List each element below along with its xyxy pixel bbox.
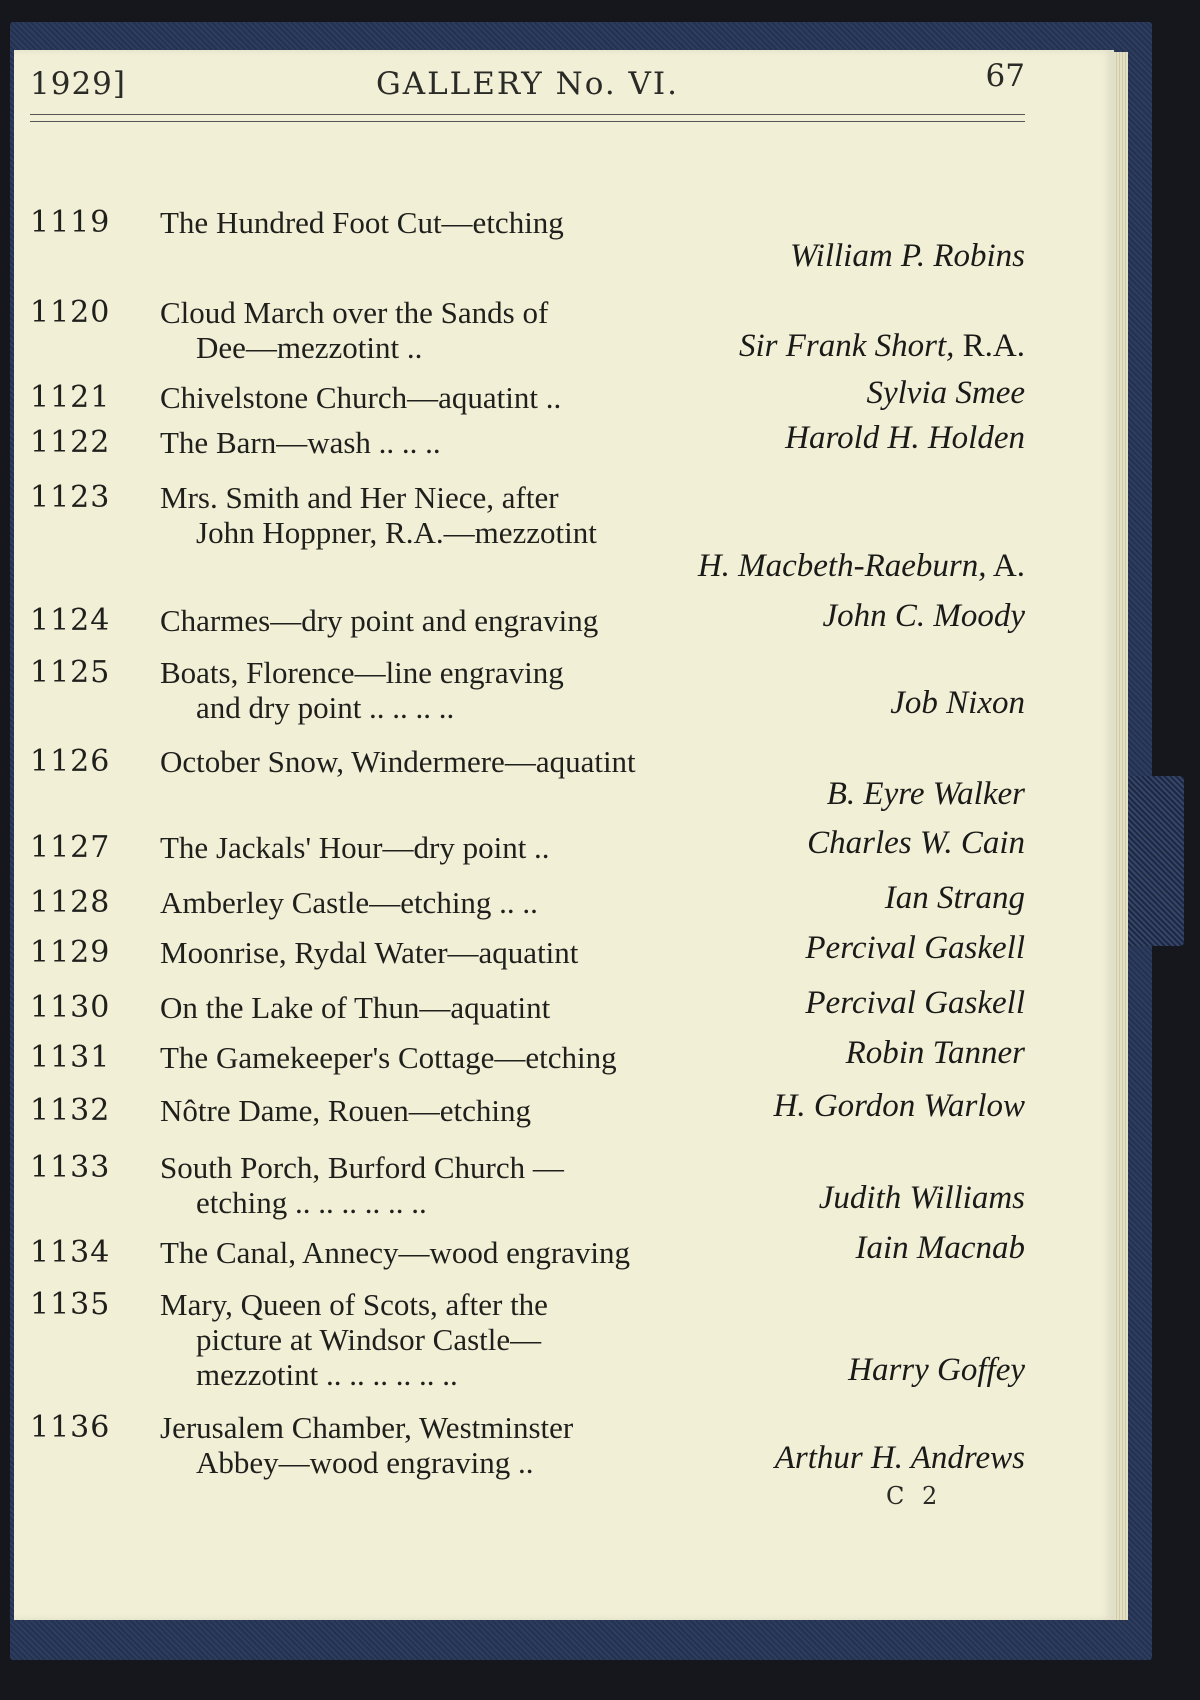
entry-title-continued: etching .. .. .. .. .. .. <box>196 1185 427 1220</box>
entry-number: 1123 <box>30 480 111 515</box>
entry-title-continued: John Hoppner, R.A.—mezzotint <box>196 515 597 550</box>
artist-name: Sylvia Smee <box>866 375 1025 411</box>
entry-number: 1124 <box>30 603 111 638</box>
entry-artist <box>698 548 1025 585</box>
entry-number: 1133 <box>30 1150 111 1185</box>
artist-name: H. Macbeth-Raeburn, <box>697 548 987 584</box>
entry-title: Cloud March over the Sands of <box>160 295 549 330</box>
entry-artist <box>846 1035 1025 1072</box>
entry-title: October Snow, Windermere—aquatint <box>160 744 636 779</box>
artist-name: Harold H. Holden <box>785 420 1025 456</box>
artist-name: Charles W. Cain <box>807 825 1025 861</box>
entry-title: The Jackals' Hour—dry point .. <box>160 830 550 865</box>
entry-title: The Hundred Foot Cut—etching <box>160 205 564 240</box>
header-title: GALLERY No. VI. <box>375 66 680 102</box>
entry-number: 1132 <box>30 1093 111 1128</box>
entry-number: 1136 <box>30 1410 111 1445</box>
entry-artist <box>885 880 1025 917</box>
header-year: 1929] <box>30 66 126 102</box>
entry-title-continued: mezzotint .. .. .. .. .. .. <box>196 1357 458 1392</box>
entry-artist <box>805 985 1025 1022</box>
entry-number: 1128 <box>30 885 111 920</box>
entry-number: 1134 <box>30 1235 111 1270</box>
entry-title-continued: Dee—mezzotint .. <box>196 330 423 365</box>
entry-artist <box>822 598 1025 635</box>
entry-title: The Barn—wash .. .. .. <box>160 425 441 460</box>
page-number: 67 <box>985 58 1025 94</box>
artist-name: Arthur H. Andrews <box>774 1440 1025 1476</box>
entry-number: 1119 <box>30 205 111 240</box>
entry-artist <box>807 825 1025 862</box>
entry-artist <box>790 238 1025 275</box>
artist-name: Judith Williams <box>818 1180 1025 1216</box>
entry-number: 1127 <box>30 830 111 865</box>
artist-name: William P. Robins <box>790 238 1025 274</box>
artist-name: Iain Macnab <box>855 1230 1025 1266</box>
artist-name: Robin Tanner <box>845 1035 1025 1071</box>
artist-name: Job Nixon <box>890 685 1025 721</box>
artist-name: John C. Moody <box>822 598 1025 634</box>
entry-artist <box>827 776 1025 813</box>
entry-title: Chivelstone Church—aquatint .. <box>160 380 562 415</box>
entry-artist <box>773 1088 1025 1125</box>
artist-suffix: A. <box>986 548 1025 584</box>
entry-artist <box>819 1180 1025 1217</box>
artist-name: Sir Frank Short, <box>738 328 955 364</box>
entry-number: 1125 <box>30 655 111 690</box>
entry-title: Jerusalem Chamber, Westminster <box>160 1410 574 1445</box>
entry-number: 1120 <box>30 295 111 330</box>
entry-title: On the Lake of Thun—aquatint <box>160 990 551 1025</box>
entry-title: Boats, Florence—line engraving <box>160 655 564 690</box>
artist-name: Ian Strang <box>884 880 1025 916</box>
entry-title-continued: picture at Windsor Castle— <box>196 1322 542 1357</box>
entry-artist <box>785 420 1025 457</box>
entry-title: Charmes—dry point and engraving <box>160 603 599 638</box>
entry-number: 1135 <box>30 1287 111 1322</box>
entry-artist <box>855 1230 1025 1267</box>
running-header <box>30 58 1025 106</box>
entry-number: 1130 <box>30 990 111 1025</box>
entry-number: 1121 <box>30 380 111 415</box>
artist-name: H. Gordon Warlow <box>773 1088 1025 1124</box>
entry-title-continued: Abbey—wood engraving .. <box>196 1445 534 1480</box>
entry-title: Amberley Castle—etching .. .. <box>160 885 538 920</box>
entry-artist <box>739 328 1025 365</box>
entry-title: South Porch, Burford Church — <box>160 1150 564 1185</box>
entry-number: 1126 <box>30 744 111 779</box>
artist-name: Harry Goffey <box>848 1352 1025 1388</box>
artist-name: Percival Gaskell <box>805 985 1025 1021</box>
entry-artist <box>805 930 1025 967</box>
artist-name: Percival Gaskell <box>805 930 1025 966</box>
entry-title: The Gamekeeper's Cottage—etching <box>160 1040 617 1075</box>
entry-artist <box>848 1352 1025 1389</box>
entry-title: Nôtre Dame, Rouen—etching <box>160 1093 532 1128</box>
entry-number: 1131 <box>30 1040 111 1075</box>
entry-title: Mrs. Smith and Her Niece, after <box>160 480 559 515</box>
entry-artist <box>890 685 1025 722</box>
entry-title-continued: and dry point .. .. .. .. <box>196 690 455 725</box>
entry-artist <box>866 375 1025 412</box>
entry-number: 1129 <box>30 935 111 970</box>
signature-mark: C 2 <box>886 1482 943 1510</box>
artist-name: B. Eyre Walker <box>826 776 1025 812</box>
entry-title: Moonrise, Rydal Water—aquatint <box>160 935 579 970</box>
entry-artist <box>775 1440 1025 1477</box>
artist-suffix: R.A. <box>954 328 1025 364</box>
header-rule <box>30 114 1025 122</box>
entry-title: The Canal, Annecy—wood engraving <box>160 1235 631 1270</box>
entry-number: 1122 <box>30 425 111 460</box>
entry-title: Mary, Queen of Scots, after the <box>160 1287 548 1322</box>
